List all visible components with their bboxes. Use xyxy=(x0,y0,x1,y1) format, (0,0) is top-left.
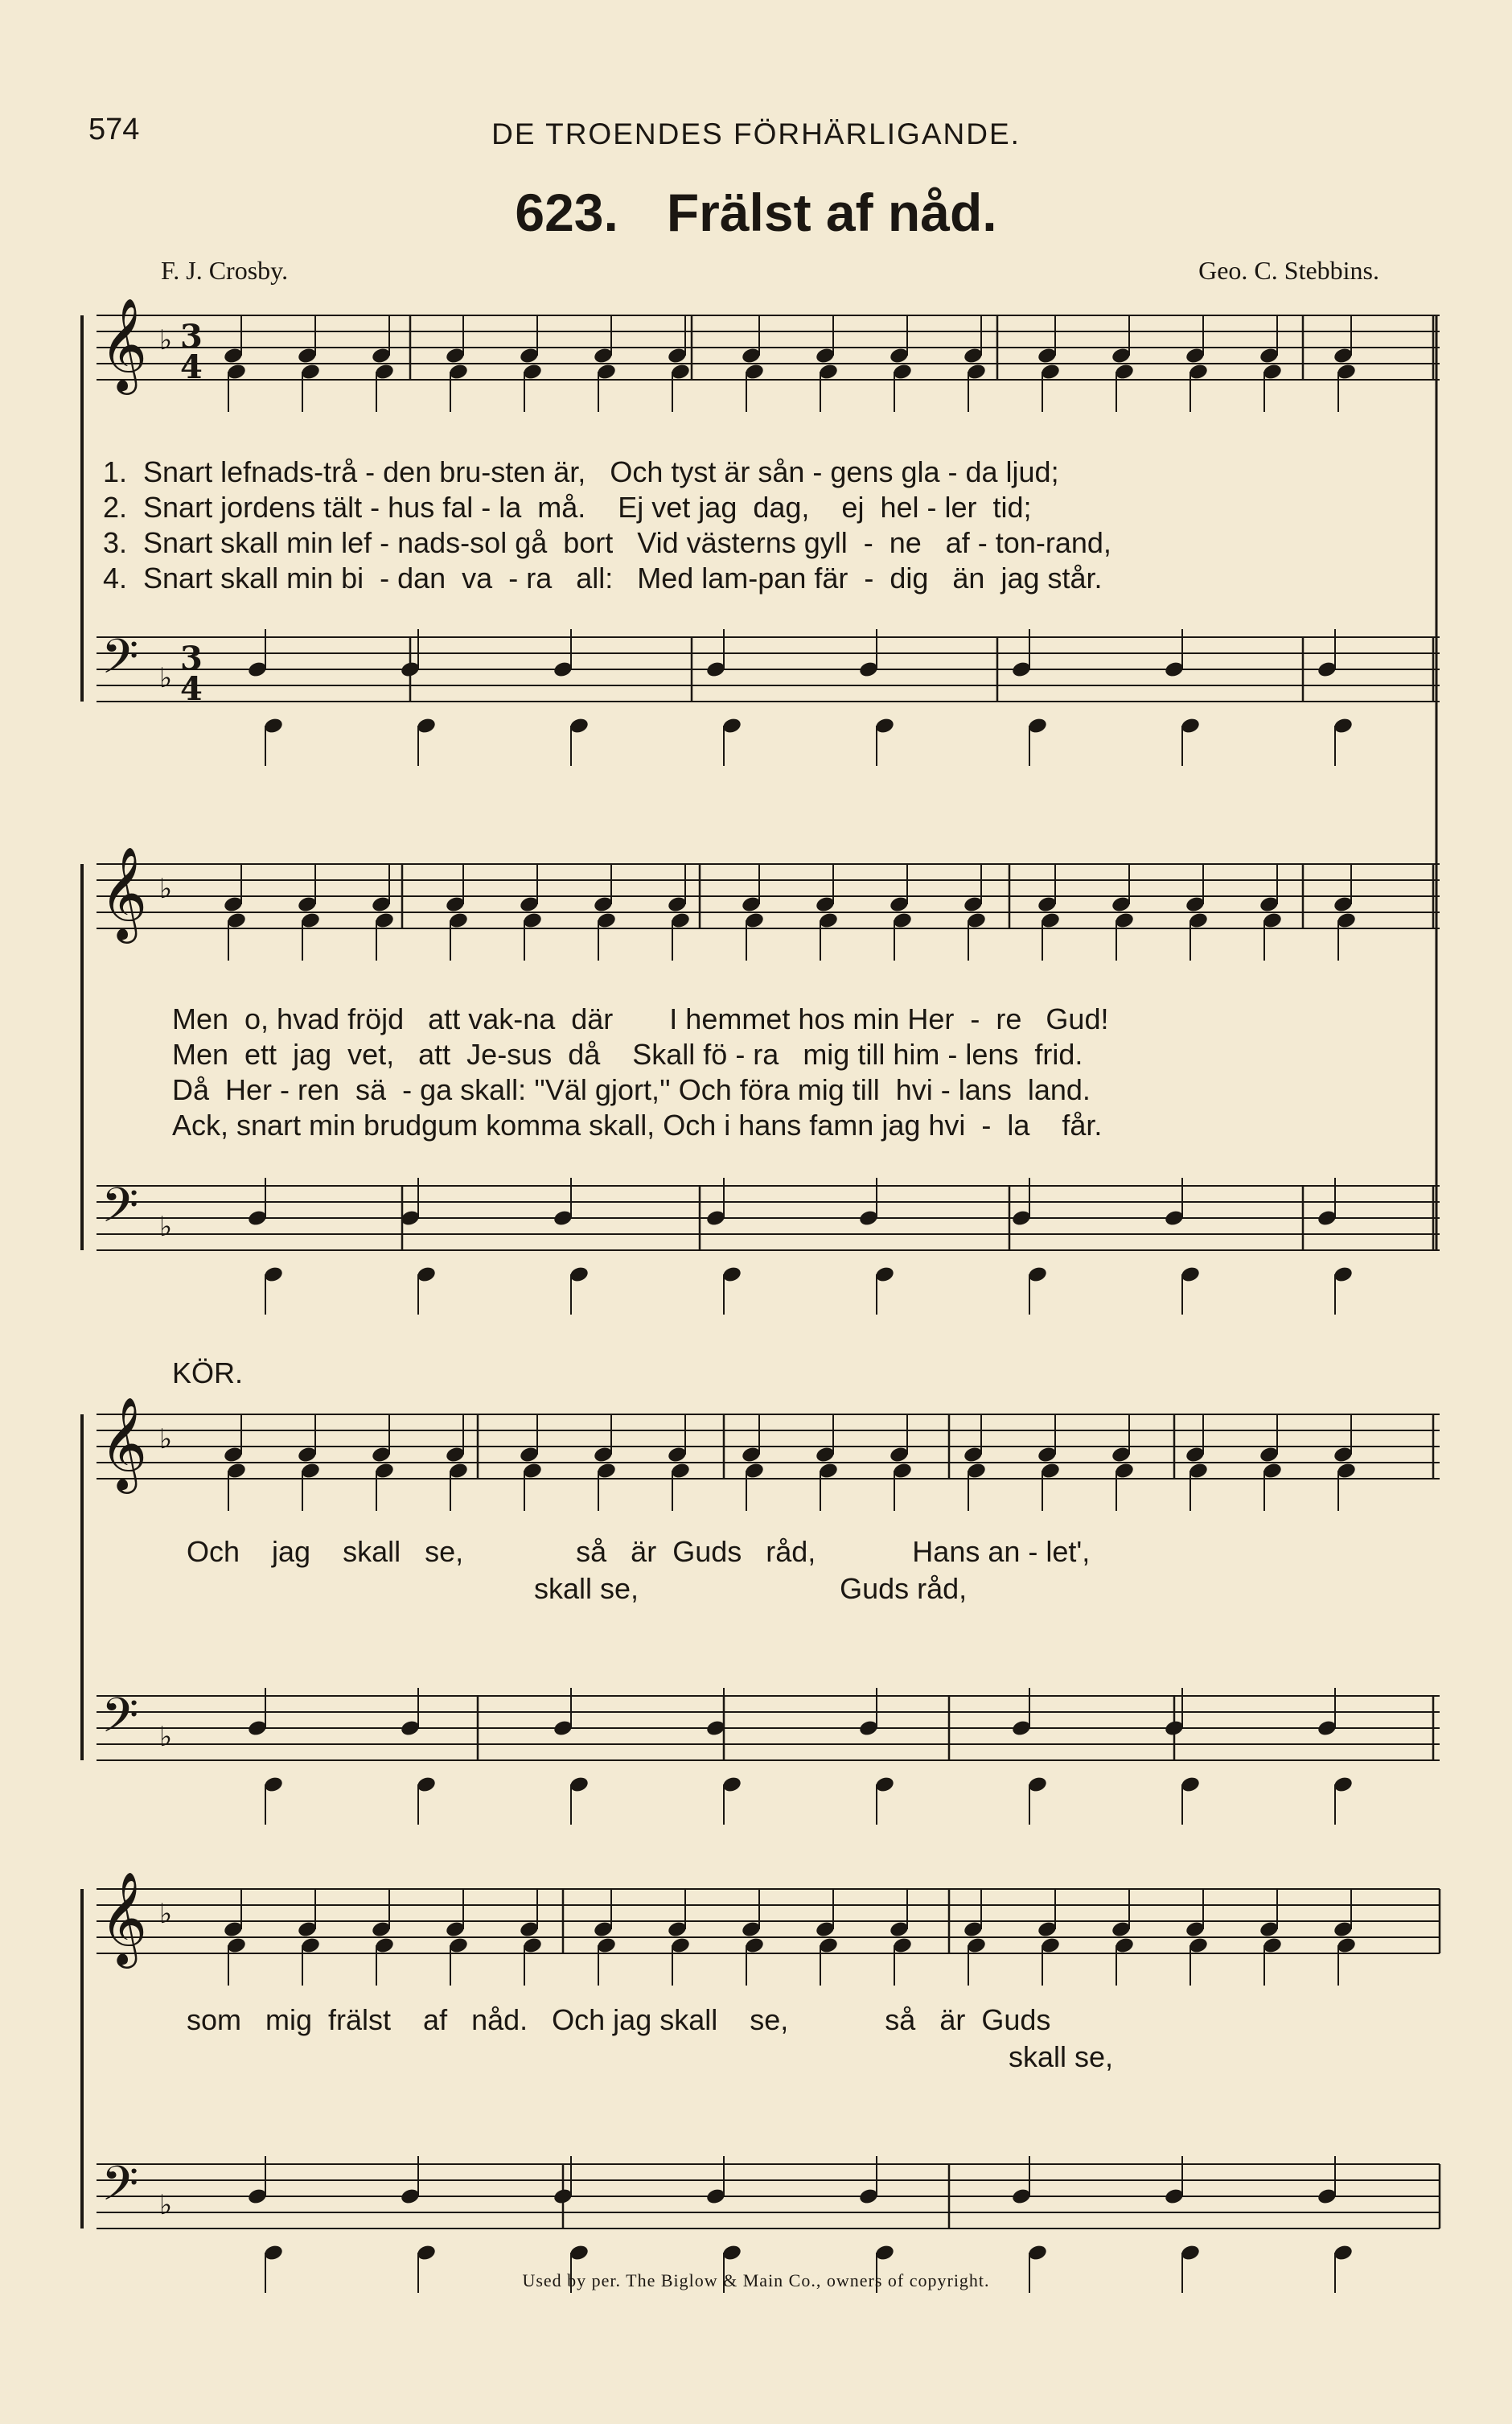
chorus-line-2-lower: skall se, xyxy=(1009,2040,1114,2073)
chorus-line-2: som mig frälst af nåd. Och jag skall se, så är Guds xyxy=(187,2003,1051,2036)
time-signature-top: 3 xyxy=(180,318,203,356)
hymn-title: Frälst af nåd. xyxy=(666,183,997,242)
time-signature-bottom: 4 xyxy=(180,348,203,386)
verse-line-2: 2. Snart jordens tält - hus fal - la må. Ej vet jag dag, ej hel - ler tid; xyxy=(103,491,1032,524)
treble-clef-icon: 𝄞 xyxy=(100,1870,148,1965)
treble-clef-icon: 𝄞 xyxy=(100,846,148,940)
verse-line-4: 4. Snart skall min bi - dan va - ra all: Med lam-pan fär - dig än jag står. xyxy=(103,562,1103,595)
verse-line-1: 1. Snart lefnads-trå - den bru-sten är, Och tyst är sån - gens gla - da ljud; xyxy=(103,455,1059,488)
flat-icon: ♭ xyxy=(159,662,173,694)
flat-icon: ♭ xyxy=(159,2189,173,2221)
author: F. J. Crosby. xyxy=(161,256,289,285)
flat-icon: ♭ xyxy=(159,324,173,356)
score-graphics xyxy=(82,297,1440,2293)
flat-icon: ♭ xyxy=(159,1211,173,1243)
treble-clef-icon: 𝄞 xyxy=(100,297,148,391)
verse-line-7: Då Her - ren sä - ga skall: ''Väl gjort,'' Och föra mig till hvi - lans land. xyxy=(172,1073,1091,1106)
treble-clef-icon: 𝄞 xyxy=(100,1396,148,1490)
time-signature-bottom: 4 xyxy=(180,670,203,708)
copyright-footer: Used by per. The Biglow & Main Co., owners of copyright. xyxy=(522,2270,990,2290)
bass-clef-icon: 𝄢 xyxy=(101,1177,139,1245)
verse-line-8: Ack, snart min brudgum komma skall, Och i hans famn jag hvi - la får. xyxy=(172,1109,1103,1142)
verse-line-6: Men ett jag vet, att Je-sus då Skall fö - ra mig till him - lens frid. xyxy=(172,1038,1083,1071)
flat-icon: ♭ xyxy=(159,1423,173,1455)
bass-clef-icon: 𝄢 xyxy=(101,628,139,696)
flat-icon: ♭ xyxy=(159,1898,173,1930)
verse-line-3: 3. Snart skall min lef - nads-sol gå bort Vid västerns gyll - ne af - ton-rand, xyxy=(103,526,1111,559)
chorus-label: KÖR. xyxy=(172,1356,244,1389)
flat-icon: ♭ xyxy=(159,873,173,905)
bass-clef-icon: 𝄢 xyxy=(101,2155,139,2223)
running-title: DE TROENDES FÖRHÄRLIGANDE. xyxy=(491,117,1021,150)
verse-line-5: Men o, hvad fröjd att vak-na där I hemmet hos min Her - re Gud! xyxy=(172,1002,1109,1035)
composer: Geo. C. Stebbins. xyxy=(1198,256,1379,285)
hymn-number: 623. xyxy=(515,183,618,242)
chorus-line-1-lower: skall se, Guds råd, xyxy=(534,1572,968,1605)
bass-clef-icon: 𝄢 xyxy=(101,1687,139,1755)
chorus-line-1: Och jag skall se, så är Guds råd, Hans an - let', xyxy=(187,1535,1091,1568)
time-signature-top: 3 xyxy=(180,640,203,677)
page-number: 574 xyxy=(88,113,140,146)
flat-icon: ♭ xyxy=(159,1721,173,1753)
